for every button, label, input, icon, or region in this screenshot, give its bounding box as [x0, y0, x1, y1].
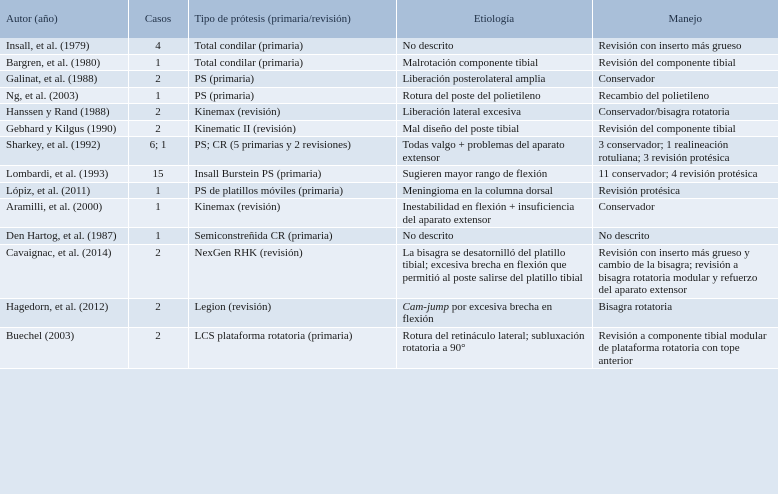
cell-etiologia: Rotura del retináculo lateral; subluxación rotatoria a 90°	[396, 327, 592, 369]
cell-casos: 2	[128, 327, 188, 369]
table-row	[0, 137, 778, 166]
cell-casos: 1	[128, 228, 188, 245]
table-row	[0, 71, 778, 88]
cell-etiologia: Inestabilidad en flexión + insuficiencia del aparato extensor	[396, 199, 592, 228]
cell-autor: Hanssen y Rand (1988)	[0, 104, 128, 121]
cell-tipo: PS de platillos móviles (primaria)	[188, 182, 396, 199]
cell-tipo: Kinemax (revisión)	[188, 199, 396, 228]
table-row	[0, 327, 778, 369]
cell-manejo: Revisión del componente tibial	[592, 120, 778, 137]
cell-manejo: Conservador	[592, 71, 778, 88]
cell-casos: 15	[128, 166, 188, 183]
table-row	[0, 199, 778, 228]
cell-casos: 2	[128, 71, 188, 88]
table-row	[0, 166, 778, 183]
cell-manejo: Revisión a componente tibial modular de plataforma rotatoria con tope anterior	[592, 327, 778, 369]
cell-casos: 1	[128, 199, 188, 228]
cell-etiologia: Mal diseño del poste tibial	[396, 120, 592, 137]
cell-autor: Bargren, et al. (1980)	[0, 54, 128, 71]
cell-etiologia: No descrito	[396, 38, 592, 54]
cell-tipo: PS (primaria)	[188, 71, 396, 88]
table-row	[0, 120, 778, 137]
cell-manejo: Recambio del polietileno	[592, 87, 778, 104]
table-row	[0, 228, 778, 245]
cell-etiologia: La bisagra se desatornilló del platillo tibial; excesiva brecha en flexión que permitió al poste salirse del platillo tibial	[396, 244, 592, 298]
cell-etiologia: Liberación lateral excesiva	[396, 104, 592, 121]
table-row	[0, 244, 778, 298]
header-manejo: Manejo	[592, 0, 778, 38]
cell-manejo: 11 conservador; 4 revisión protésica	[592, 166, 778, 183]
cell-autor: Hagedorn, et al. (2012)	[0, 298, 128, 327]
cell-casos: 1	[128, 87, 188, 104]
cell-etiologia: Sugieren mayor rango de flexión	[396, 166, 592, 183]
cell-tipo: Legion (revisión)	[188, 298, 396, 327]
cell-manejo: Revisión con inserto más grueso y cambio de la bisagra; revisión a bisagra rotatoria modular y refuerzo del aparato extensor	[592, 244, 778, 298]
header-etiologia: Etiología	[396, 0, 592, 38]
header-tipo: Tipo de prótesis (primaria/revisión)	[188, 0, 396, 38]
cell-autor: Buechel (2003)	[0, 327, 128, 369]
cell-casos: 1	[128, 182, 188, 199]
table-body	[0, 38, 778, 369]
cell-autor: Galinat, et al. (1988)	[0, 71, 128, 88]
cell-etiologia: Rotura del poste del polietileno	[396, 87, 592, 104]
table-header	[0, 0, 778, 38]
table-row	[0, 104, 778, 121]
cell-etiologia: Liberación posterolateral amplia	[396, 71, 592, 88]
cell-casos: 2	[128, 104, 188, 121]
cell-tipo: Semiconstreñida CR (primaria)	[188, 228, 396, 245]
cam-jump-term: Cam-jump	[402, 300, 449, 313]
table-row	[0, 182, 778, 199]
cell-casos: 2	[128, 298, 188, 327]
table-row	[0, 298, 778, 327]
cell-manejo: Bisagra rotatoria	[592, 298, 778, 327]
cell-etiologia: Todas valgo + problemas del aparato extensor	[396, 137, 592, 166]
cell-etiologia-rest: por excesiva brecha en flexión	[402, 300, 553, 325]
cell-autor: Cavaignac, et al. (2014)	[0, 244, 128, 298]
cell-etiologia: No descrito	[396, 228, 592, 245]
cell-tipo: Insall Burstein PS (primaria)	[188, 166, 396, 183]
cell-tipo: PS (primaria)	[188, 87, 396, 104]
cell-autor: Ng, et al. (2003)	[0, 87, 128, 104]
cell-tipo: Total condilar (primaria)	[188, 38, 396, 54]
cell-tipo: NexGen RHK (revisión)	[188, 244, 396, 298]
cell-autor: Aramilli, et al. (2000)	[0, 199, 128, 228]
cell-etiologia	[396, 298, 592, 327]
header-autor: Autor (año)	[0, 0, 128, 38]
cell-manejo: Revisión con inserto más grueso	[592, 38, 778, 54]
cell-autor: Lópiz, et al. (2011)	[0, 182, 128, 199]
cell-etiologia: Malrotación componente tibial	[396, 54, 592, 71]
table-row	[0, 87, 778, 104]
cell-autor: Insall, et al. (1979)	[0, 38, 128, 54]
cell-manejo: 3 conservador; 1 realineación rotuliana; 3 revisión protésica	[592, 137, 778, 166]
cell-autor: Sharkey, et al. (1992)	[0, 137, 128, 166]
cell-tipo: Kinematic II (revisión)	[188, 120, 396, 137]
table-row	[0, 54, 778, 71]
cell-autor: Lombardi, et al. (1993)	[0, 166, 128, 183]
cell-manejo: Revisión del componente tibial	[592, 54, 778, 71]
cell-tipo: LCS plataforma rotatoria (primaria)	[188, 327, 396, 369]
cell-autor: Gebhard y Kilgus (1990)	[0, 120, 128, 137]
cell-etiologia: Meningioma en la columna dorsal	[396, 182, 592, 199]
header-casos: Casos	[128, 0, 188, 38]
cell-casos: 2	[128, 120, 188, 137]
cell-casos: 2	[128, 244, 188, 298]
cell-tipo: PS; CR (5 primarias y 2 revisiones)	[188, 137, 396, 166]
cell-tipo: Kinemax (revisión)	[188, 104, 396, 121]
cell-manejo: No descrito	[592, 228, 778, 245]
cell-autor: Den Hartog, et al. (1987)	[0, 228, 128, 245]
cell-tipo: Total condilar (primaria)	[188, 54, 396, 71]
cell-manejo: Revisión protésica	[592, 182, 778, 199]
cell-casos: 4	[128, 38, 188, 54]
cell-casos: 6; 1	[128, 137, 188, 166]
cell-casos: 1	[128, 54, 188, 71]
header-row	[0, 0, 778, 38]
cell-manejo: Conservador	[592, 199, 778, 228]
table-row	[0, 38, 778, 54]
cell-manejo: Conservador/bisagra rotatoria	[592, 104, 778, 121]
